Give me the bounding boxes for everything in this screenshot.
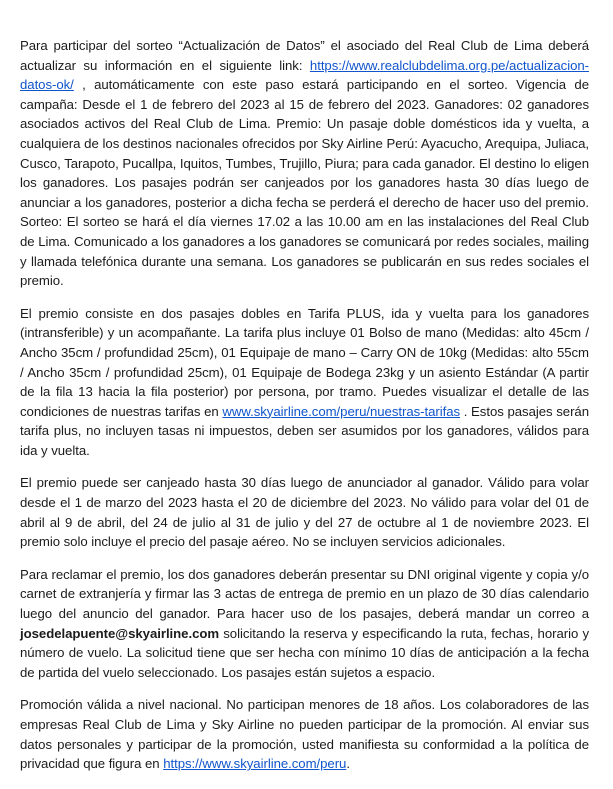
document-page (20, 36, 589, 787)
paragraph-text: Promoción válida a nivel nacional. No participan menores de 18 años. Los colaboradores de las empresas Real Club de Lima y Sky Airline no pueden participar de la promoción. Al enviar sus datos personales y participar de la promoción, usted manifiesta su conformidad a la política de privacidad que figura en (20, 697, 589, 772)
paragraph-claim (20, 565, 589, 683)
paragraph-text: El premio puede ser canjeado hasta 30 días luego de anunciador al ganador. Válido para volar desde el 1 de marzo del 2023 hasta el 20 de diciembre del 2023. No válido para volar del 01 de abril al 9 de abril, del 24 de julio al 31 de julio y del 27 de octubre al 1 de noviembre 2023. El premio solo incluye el precio del pasaje aéreo. No se incluyen servicios adicionales. (20, 475, 589, 550)
paragraph-text: . Estos pasajes serán tarifa plus, no incluyen tasas ni impuestos, deben ser asumidos por los ganadores, válidos para ida y vuelta. (20, 403, 589, 458)
realclubdelima-update-link[interactable]: https://www.realclubdelima.org.pe/actualizacion-datos-ok/ (20, 57, 589, 93)
skyairline-peru-link[interactable]: https://www.skyairline.com/peru (163, 756, 347, 772)
paragraph-validity (20, 473, 589, 551)
paragraph-text: Para participar del sorteo “Actualización de Datos” el asociado del Real Club de Lima deberá actualizar su información en el siguiente link: (20, 38, 589, 73)
paragraph-conditions (20, 695, 589, 773)
paragraph-text: . (346, 756, 350, 772)
skyairline-tarifas-link[interactable]: www.skyairline.com/peru/nuestras-tarifas (222, 403, 461, 419)
paragraph-participation (20, 36, 589, 291)
paragraph-text: Para reclamar el premio, los dos ganadores deberán presentar su DNI original vigente y copia y/o carnet de extranjería y firmar las 3 actas de entrega de premio en un plazo de 30 días calendario luego del anuncio del ganador. Para hacer uso de los pasajes, deberá mandar un correo a (20, 566, 589, 622)
paragraph-prize (20, 304, 589, 461)
paragraph-text: solicitando la reserva y especificando la ruta, fechas, horario y número de vuelo. La solicitud tiene que ser hecha con mínimo 10 días de anticipación a la fecha de partida del vuelo seleccionado. Los pasajes están sujetos a espacio. (20, 625, 589, 680)
paragraph-text: El premio consiste en dos pasajes dobles en Tarifa PLUS, ida y vuelta para los ganadores (intransferible) y un acompañante. La tarifa plus incluye 01 Bolso de mano (Medidas: alto 45cm / Ancho 35cm / profundidad 25cm), 01 Equipaje de mano – Carry ON de 10kg (Medidas: alto 55cm / Ancho 35cm / profundidad 25cm), 01 Equipaje de Bodega 23kg y un asiento Estándar (A partir de la fila 13 hacia la fila posterior) por persona, por tramo. Puedes visualizar el detalle de las condiciones de nuestras tarifas en (20, 305, 589, 419)
paragraph-text: , automáticamente con este paso estará participando en el sorteo. Vigencia de campaña: Desde el 1 de febrero del 2023 al 15 de febrero del 2023. Ganadores: 02 ganadores asociados activos del Real Club de Lima. Premio: Un pasaje doble domésticos ida y vuelta, a cualquiera de los destinos nacionales ofrecidos por Sky Airline Perú: Ayacucho, Arequipa, Juliaca, Cusco, Tarapoto, Pucallpa, Iquitos, Tumbes, Trujillo, Piura; para cada ganador. El destino lo eligen los ganadores. Los pasajes podrán ser canjeados por los ganadores hasta 30 días luego de anunciar a los ganadores, posterior a dicha fecha se perderá el derecho de hacer uso del premio. Sorteo: El sorteo se hará el día viernes 17.02 a las 10.00 am en las instalaciones del Real Club de Lima. Comunicado a los ganadores a los ganadores se comunicará por redes sociales, mailing y llamada telefónica durante una semana. Los ganadores se publicarán en sus redes sociales el premio. (20, 77, 589, 289)
contact-email: josedelapuente@skyairline.com (20, 625, 220, 641)
